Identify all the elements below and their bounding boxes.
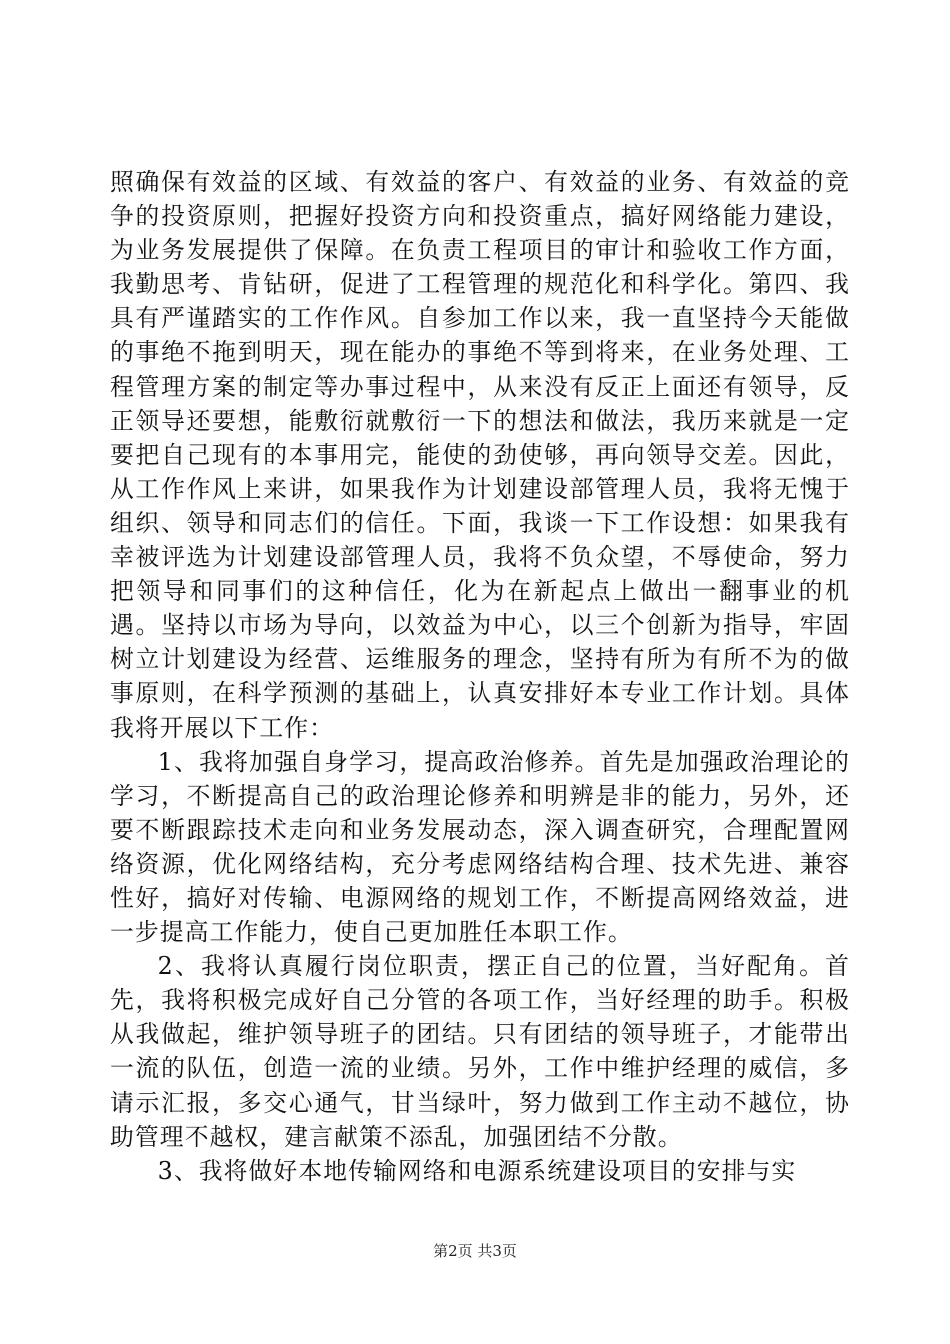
paragraph-item-2: 2、我将认真履行岗位职责，摆正自己的位置，当好配角。首先，我将积极完成好自己分管的各项工作，当好经理的助手。积极从我做起，维护领导班子的团结。只有团结的领导班子，才能带出一流的队伍，创造一流的业绩。另外，工作中维护经理的威信，多请示汇报，多交心通气，甘当绿叶，努力做到工作主动不越位，协助管理不越权，建言献策不添乱，加强团结不分散。 (110, 952, 850, 1151)
document-body (110, 165, 850, 1188)
paragraph-item-1: 1、我将加强自身学习，提高政治修养。首先是加强政治理论的学习，不断提高自己的政治理论修养和明辨是非的能力，另外，还要不断跟踪技术走向和业务发展动态，深入调查研究，合理配置网络资源，优化网络结构，充分考虑网络结构合理、技术先进、兼容性好，搞好对传输、电源网络的规划工作，不断提高网络效益，进一步提高工作能力，使自己更加胜任本职工作。 (110, 747, 850, 947)
paragraph-item-3: 3、我将做好本地传输网络和电源系统建设项目的安排与实 (157, 1156, 797, 1185)
page-number-footer: 第2页 共3页 (433, 1242, 517, 1260)
paragraph-continuation: 照确保有效益的区域、有效益的客户、有效益的业务、有效益的竞争的投资原则，把握好投资方向和投资重点，搞好网络能力建设，为业务发展提供了保障。在负责工程项目的审计和验收工作方面，我勤思考、肯钻研，促进了工程管理的规范化和科学化。第四、我具有严谨踏实的工作作风。自参加工作以来，我一直坚持今天能做的事绝不拖到明天，现在能办的事绝不等到将来，在业务处理、工程管理方案的制定等办事过程中，从来没有反正上面还有领导，反正领导还要想，能敷衍就敷衍一下的想法和做法，我历来就是一定要把自己现有的本事用完，能使的劲使够，再向领导交差。因此，从工作作风上来讲，如果我作为计划建设部管理人员，我将无愧于组织、领导和同志们的信任。下面，我谈一下工作设想：如果我有幸被评选为计划建设部管理人员，我将不负众望，不辱使命，努力把领导和同事们的这种信任，化为在新起点上做出一翻事业的机遇。坚持以市场为导向，以效益为中心，以三个创新为指导，牢固树立计划建设为经营、运维服务的理念，坚持有所为有所不为的做事原则，在科学预测的基础上，认真安排好本专业工作计划。具体我将开展以下工作： (110, 168, 850, 742)
